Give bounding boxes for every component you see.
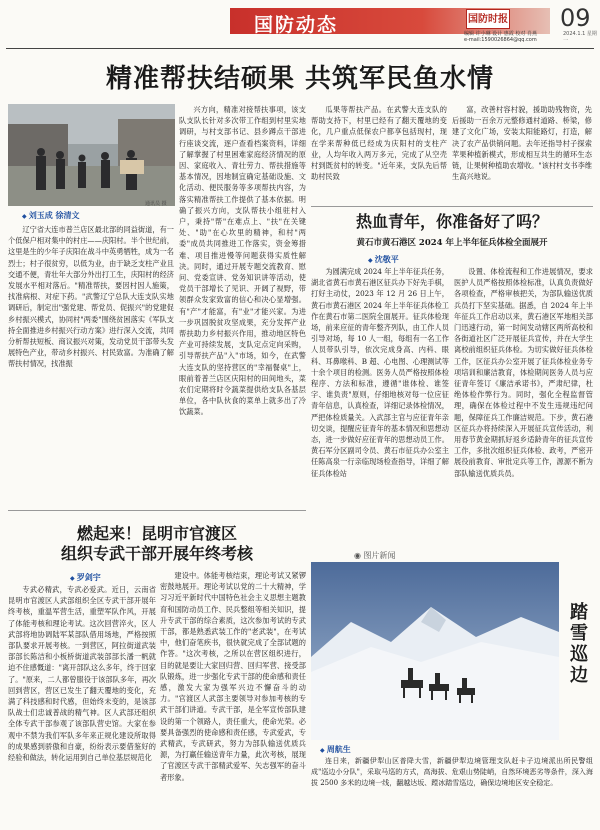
contact-email: e-mail:1590026864@qq.com: [464, 37, 537, 43]
main-headline: 精准帮扶结硕果 共筑军民鱼水情: [105, 64, 495, 94]
story3-subheadline: 黄石市黄石港区 2024 年上半年征兵体检全面展开: [356, 238, 548, 248]
story4-title: 踏雪巡边: [567, 602, 588, 686]
page-number: 09: [560, 4, 591, 32]
story4-byline: ◆ 周航生: [320, 744, 351, 755]
story1-column-3: [311, 104, 447, 202]
masthead-logo: 国防时报: [466, 9, 510, 29]
story4-caption: [311, 756, 593, 826]
story3-col1-text: 为圆满完成 2024 年上半年征兵任务，湖北省黄石市黄石港区征兵办下好先手棋，打好主动仗，2023 年 12 月 26 日上午，黄石市黄石港区 2024 年上半年征兵体检工作在黄石市第二医院全面展开。征兵体检现场，前来应征的青年整齐列队，由工作人员引导对场，每 10 人一组，每组有一名工作人员带队引导，依次完成身高、内科、眼科、耳鼻喉科、B 超、心电图、心理测试等十余个项目的检测。医务人员严格按照体检程序、方法和标准，遵循"谁体检、谁签字、谁负责"原则，仔细地核对每一位应征青年信息，认真检查，详细记录体检情况，严把体检质量关。入武部主官与应征青年亲切交谈，提醒应征青年的基本情况和思想动态，进一步做好应征青年的思想动员工作。黄石军分区副司令员、黄石市征兵办公室主任陈高泉一行亲临现场检查指导，详细了解征兵体检站: [311, 267, 449, 478]
photo-news-label-text: 图片新闻: [363, 551, 396, 560]
divider-story2: [8, 510, 306, 511]
story2-byline: ◆ 罗剑宇: [70, 572, 101, 583]
story1-col2-text: 兴方向，精准对接帮扶事项，该支队支队长针对多次带工作组到村里实地调研，与村支部书记、县乡蹲点干部进行座谈交流，逐户查看档案资料，详细了解掌握了村里困难家庭经济情况的原因、家庭收入、青壮劳力、帮扶措施等基本情况，因地制宜确定基础设施、文化活动、便民服务等多项帮扶内容，为落实精准帮扶工作提供了基本依据。明确了振兴方向，支队帮扶小组驻村入户，秉持"帮"在难点上、"扶"在关键处、"助"在心坎里的精神，和村"两委"成员共同推进工作落实，资金筹措难、项目推进慢等问题获得实质性解决。同时，通过开展专题交流教育、慰问、党委宣讲、党务知识讲等活动，使党员干部增长了见识、开阔了视野，带领群众发家致富的信心和决心显增强。有"产"才能富，有"业"才能兴家。为进一步巩固脱贫攻坚成果，充分发挥产业帮扶助力乡村振兴作用，推动地区特色产业可持续发展，支队定点定向采购，引导帮扶产品"入"市场，如今，在武警大连支队的坚持营区的"幸福餐桌"上，眼前着普兰店区庆阳村的田间地头，菜农们定期将时令蔬菜提供给支队各基层单位，各中队伙食的菜单上就多出了冷饮蔬菜。: [179, 105, 306, 417]
story2-column-2: [160, 570, 306, 824]
patrol-photo: [311, 562, 559, 740]
header-rule: [6, 48, 594, 49]
section-title: 国防动态: [254, 14, 339, 36]
issue-date: 2024.1.1 星期一: [563, 31, 597, 44]
story3-column-1: [311, 266, 449, 544]
story1-byline: ◆ 刘玉成 徐清文: [22, 210, 80, 221]
story1-column-1: [8, 224, 174, 507]
story2-headline-line1: 燃起来！昆明市官渡区: [76, 524, 237, 543]
photo-credit: 通讯员 摄: [145, 201, 167, 207]
village-photo: [8, 104, 175, 206]
story2-col1-text: 专武必精武，专武必爱武。近日，云南省昆明市官渡区人武部组织全区专武干部开展年终考核，重温军营生活，重塑军队作风，开展了体能考核和理论考试。这次回营淬火，区人武部将地协调陆军某部队借用场地，严格按照部队要求开展考核。一到营区，阿拉街道武装部部长陈洁和小板桥街道武装部部长潘一帆就迫不住感慨道："离开部队这么多年，终于回家了。"原来，二人都曾服役于该部队多年，再次回到营区，营区已发生了翻天覆地的变化，充满了科技感和时代感，但始终未变的，是该部队战士们忠诚普战的精气神。区人武部还组织全体专武干部参观了该部队营史馆。大家在参观中不禁为我们军队多年来正规化建设所取得的成果感到骄傲和自豪，纷纷表示要借鉴好的经验和做法，转化运用到自己单位基层规范化: [8, 585, 156, 763]
story3-col2-text: 设置、体检流程和工作进展情况，要求医护人员严格按照体检标准，认真负责做好各项检查，严格审核把关，为部队输送优质兵员打下坚实基础。据悉，自 2024 年上半年征兵工作启动以来，黄石港区军地相关部门迅速行动，第一时间发动辖区两所高校和各街道社区广泛开展征兵宣传，并在大学生离校前组织征兵体检。为切实做好征兵体检工作，区征兵办公室开展了征兵体检业务专项培训和廉洁教育，体检期间医务人员与应征青年签订《廉洁承诺书》，严肃纪律，杜绝体检作弊行为。同时，强化全程监督管理，确保在体检过程中不发生违规违纪问题，保障征兵工作廉洁规范。下步，黄石港区征兵办将持续深入开展征兵宣传活动，利用春节黄金期抓好返乡适龄青年的征兵宣传工作，多批次组织征兵体检、政考，严密开展役前教育、审批定兵等工作，源源不断为部队输送优质兵员。: [454, 267, 593, 478]
story3-column-2: [454, 266, 593, 544]
story2-headline-line2: 组织专武干部开展年终考核: [60, 544, 253, 563]
story3-byline: ◆ 沈敬平: [368, 254, 399, 265]
editor-credits: 编辑 许小琳 设计 惠霞 校对 肖燕: [464, 31, 537, 37]
story2-column-1: [8, 584, 156, 824]
story4-caption-text: 连日来，新疆伊犁山区普降大雪，新疆伊犁边境管理支队赶卡子边境派出所民警组成"巡边小分队"，采取马巡的方式，高海拔、危艰山势陡峭，自然环境恶劣等条件，深入海拔 2500 多米的边境一线，翻越达坂、蹚冰踏雪巡边，确保边境地区安全稳定。: [311, 757, 593, 787]
story2-col2-text: 建设中。体能考核结束，理论考试又紧锣密鼓地展开。理论考试以党的二十大精神，学习习近平新时代中国特色社会主义思想主题教育和国防动员工作、民兵整组等相关知识，提升专武干部的综合素质，这次参加考试的专武干部，都是熟悉武装工作的"老武装"，在考试中，他们奋笔疾书，很快就完成了全部试题的作答。"这次考核，之所以在营区组织进行，目的就是要让大家回归营、回归军营、接受部队锻炼，进一步强化专武干部的使命感和责任感，激发大家为强军兴边不懈奋斗的动力。"官渡区人武部主要领导对参加考核的专武干部们讲道。专武干部，是全军宣传部队建设的第一个领路人，责任重大，使命光荣。必要具备强烈的使命感和责任感，专武爱武，专武精武，专武研武，努力为部队输送优质兵源，为打赢任输送青年力量，此次考核，展现了官渡区专武干部精武爱军、矢志强军的奋斗者形象。: [160, 571, 306, 782]
story1-col4-text: 富，改善村容村貌，援助助残物资，先后援助一百余万元整修通村道路、桥梁，修建了文化广场，安装太阳能路灯，打造，解决了农产品供销问题。去年还指导村子探索苹果种植新模式，形成相互共生的循环生态链，让果树种植助农增收。"该村村支书李维生高兴地说。: [452, 105, 592, 182]
story3-headline: 热血青年，你准备好了吗？: [355, 212, 548, 231]
divider-story3: [311, 206, 593, 207]
story1-col1-text: 辽宁省大连市普兰店区最北部的同益街道，有一个低保户相对集中的村庄——庆阳村。半个世纪前，这里是生的少年子庆阳在战斗中英勇牺牲，成为一名烈士；村子很贫穷，以低为业，由于缺乏支柱产业且交通不便，青壮年大部分外出打工生，庆阳村的经济发展水平相对落后。"精准帮扶，要因村因人施策，找准病根、对症下药。"武警辽宁总队大连支队实地调研后，制定出"强党建、帮党员、促振兴"的党建促乡村振兴模式，协同村"两委"围绕贫困落实《军队支持全面推进乡村振兴行动方案》进行深入交流，共同分析帮扶短板、商议振兴对策，发动党员干部带头发展特色产业，带动乡村振兴、村民致富。为准确了解帮扶村情况，找准振: [8, 225, 174, 369]
photo-news-label: ◉ 图片新闻: [354, 551, 396, 560]
story1-col3-text: 瓜果等帮扶产品。在武警大连支队的帮助支持下，村里已经有了翻天覆地的变化，几户重点低保农户都享包括现村，现在学来帮种低已经成为庆阳村的支柱产业，人均年收入两万多元，完成了从空壳村到既贫村的转变。"近年来，支队先后帮助村民致: [311, 105, 447, 182]
story1-column-2: [179, 104, 306, 506]
story1-column-4: [452, 104, 592, 202]
